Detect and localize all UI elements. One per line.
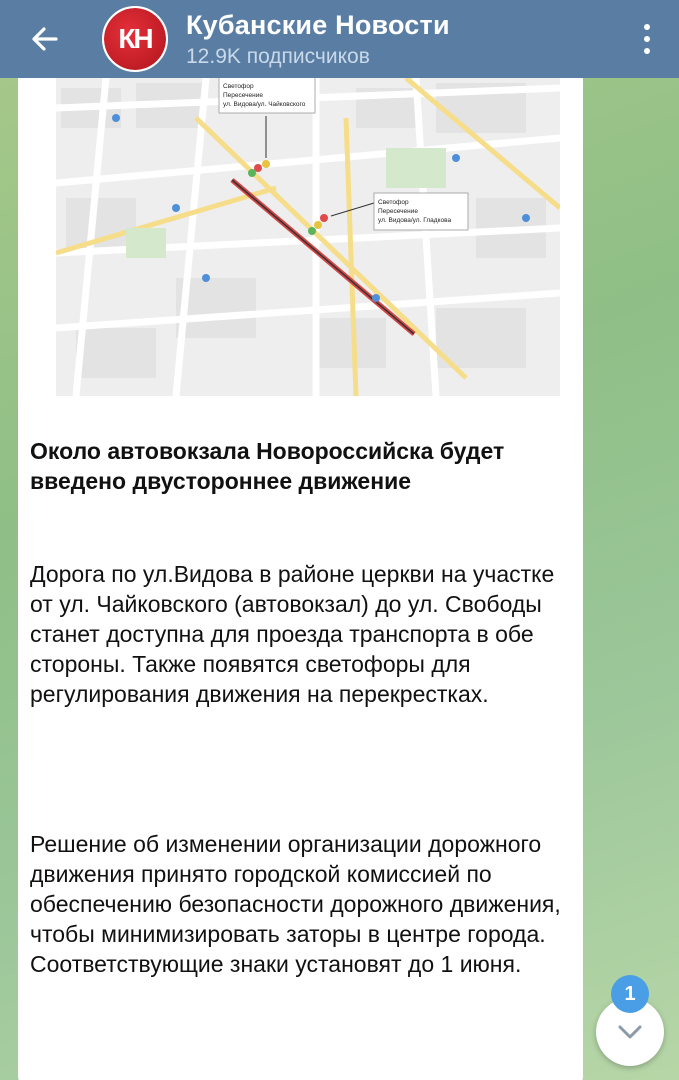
back-button[interactable]: [0, 0, 90, 78]
message-bubble: [18, 78, 583, 1080]
chevron-down-icon: [615, 1017, 645, 1047]
post-map-image[interactable]: [56, 78, 560, 396]
post-title: Около автовокзала Новороссийска будет введено двустороннее движение: [30, 438, 505, 494]
unread-count-badge: 1: [611, 975, 649, 1013]
channel-info[interactable]: [186, 10, 450, 69]
subscriber-count: 12.9K подписчиков: [186, 44, 370, 68]
map-callout-1-line-2: Пересечение: [223, 92, 264, 99]
channel-title: Кубанские Новости: [186, 9, 450, 40]
post-paragraph-1: Дорога по ул.Видова в районе церкви на участке от ул. Чайковского (автовокзал) до ул. Свободы станет доступна для проезда транспорта в обе стороны. Также появятся светофоры для регулирования движения на перекрестках.: [30, 561, 555, 707]
map-callout-1-line-3: ул. Видова/ул. Чайковского: [223, 101, 306, 108]
post-paragraph-2: Решение об изменении организации дорожного движения принято городской комиссией по обеспечению безопасности дорожного движения, чтобы минимизировать заторы в центре города. Соответствующие знаки установят до 1 июня.: [30, 831, 561, 977]
arrow-left-icon: [30, 24, 60, 54]
more-menu-button[interactable]: [637, 18, 657, 60]
map-callout-2-line-2: Пересечение: [378, 208, 419, 215]
channel-avatar[interactable]: [102, 6, 168, 72]
map-callout-1-line-1: Светофор: [223, 83, 254, 90]
map-graphic: [56, 78, 560, 396]
more-vertical-icon: [644, 24, 650, 30]
map-callout-2-line-3: ул. Видова/ул. Гладкова: [378, 217, 452, 224]
avatar-logo-text: КН: [118, 23, 152, 54]
map-callout-2-line-1: Светофор: [378, 199, 409, 206]
channel-header: [0, 0, 679, 78]
